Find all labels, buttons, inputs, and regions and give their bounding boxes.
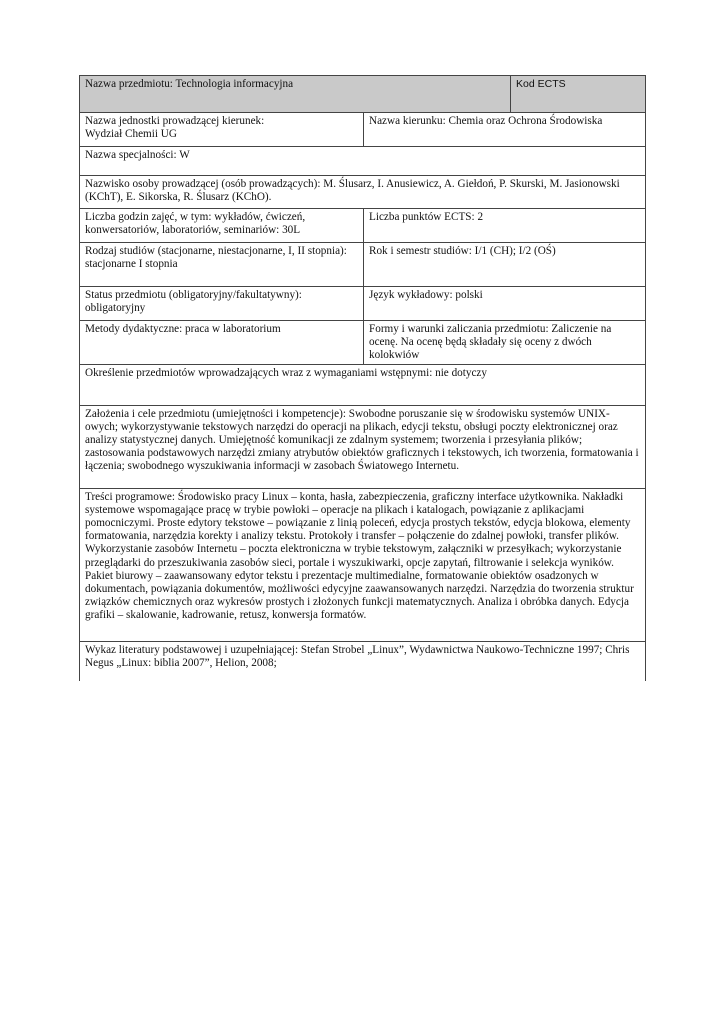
- literature-row: [80, 641, 646, 681]
- status-cell: Status przedmiotu (obligatoryjny/fakultatywny): obligatoryjny: [80, 287, 364, 321]
- literature-cell: Wykaz literatury podstawowej i uzupełniającej: Stefan Strobel „Linux”, Wydawnictwa Naukowo-Techniczne 1997; Chris Negus „Linux: biblia 2007”, Helion, 2008;: [80, 641, 646, 681]
- methods-cell: Metody dydaktyczne: praca w laboratorium: [80, 321, 364, 365]
- header-row: [80, 76, 646, 113]
- ects-points-cell: Liczba punktów ECTS: 2: [364, 209, 646, 243]
- hours-row: [80, 209, 646, 243]
- specialty-cell: Nazwa specjalności: W: [80, 147, 646, 176]
- methods-row: [80, 321, 646, 365]
- status-row: [80, 287, 646, 321]
- course-table: [79, 75, 646, 681]
- unit-row: [80, 113, 646, 147]
- field-cell: Nazwa kierunku: Chemia oraz Ochrona Środowiska: [364, 113, 646, 147]
- ects-code-cell: Kod ECTS: [511, 76, 646, 113]
- study-type-row: [80, 243, 646, 287]
- instructors-cell: Nazwisko osoby prowadzącej (osób prowadzących): M. Ślusarz, I. Anusiewicz, A. Giełdoń, P. Skurski, M. Jasionowski (KChT), E. Sikorska, R. Ślusarz (KChO).: [80, 176, 646, 209]
- specialty-row: [80, 147, 646, 176]
- study-type-cell: Rodzaj studiów (stacjonarne, niestacjonarne, I, II stopnia): stacjonarne I stopnia: [80, 243, 364, 287]
- unit-value: Wydział Chemii UG: [85, 128, 177, 141]
- language-cell: Język wykładowy: polski: [364, 287, 646, 321]
- prerequisites-cell: Określenie przedmiotów wprowadzających wraz z wymaganiami wstępnymi: nie dotyczy: [80, 364, 646, 405]
- prerequisites-row: [80, 364, 646, 405]
- assessment-cell: Formy i warunki zaliczania przedmiotu: Zaliczenie na ocenę. Na ocenę będą składały się oceny z dwóch kolokwiów: [364, 321, 646, 365]
- hours-cell: Liczba godzin zajęć, w tym: wykładów, ćwiczeń, konwersatoriów, laboratoriów, seminariów: 30L: [80, 209, 364, 243]
- content-cell: Treści programowe: Środowisko pracy Linux – konta, hasła, zabezpieczenia, graficzny interface użytkownika. Nakładki systemowe wspomagające pracę w trybie powłoki – operacje na plikach i katalogach, powiązanie z aplikacjami pomocniczymi. Proste edytory tekstowe – powiązanie z linią poleceń, edycja prostych tekstów, edycja blokowa, elementy formatowania, narzędzia korekty i analizy tekstu. Protokoły i transfer – połączenie do zdalnej powłoki, transfer plików. Wykorzystanie zasobów Internetu – poczta elektroniczna w trybie tekstowym, załączniki w przesyłkach; wykorzystanie przeglądarki do przeszukiwania zasobów sieci, portale i wyszukiwarki, opcje zapytań, filtrowanie i selekcja wyników. Pakiet biurowy – zaawansowany edytor tekstu i prezentacje multimedialne, formatowanie obiektów osadzonych w dokumentach, powiązania dokumentów, możliwości edycyjne zaawansowanych narzędzi. Narzędzia do tworzenia struktur związków chemicznych oraz wykresów prostych i złożonych funkcji matematycznych. Analiza i obróbka danych. Edycja grafiki – skalowanie, kadrowanie, retusz, konwersja formatów.: [80, 488, 646, 641]
- year-semester-cell: Rok i semestr studiów: I/1 (CH); I/2 (OŚ): [364, 243, 646, 287]
- unit-cell: [80, 113, 364, 147]
- unit-label: Nazwa jednostki prowadzącej kierunek:: [85, 115, 265, 127]
- goals-row: [80, 405, 646, 488]
- subject-name-cell: Nazwa przedmiotu: Technologia informacyjna: [80, 76, 511, 113]
- instructors-row: [80, 176, 646, 209]
- course-card: [79, 75, 645, 681]
- goals-cell: Założenia i cele przedmiotu (umiejętności i kompetencje): Swobodne poruszanie się w środowisku systemów UNIX-owych; wykorzystywanie tekstowych narzędzi do operacji na plikach, edycji tekstu, obsługi poczty elektronicznej oraz analizy statystycznej danych. Umiejętność komunikacji ze zdalnym systemem; tworzenia i przesyłania plików; zastosowania podstawowych narzędzi zmiany atrybutów obiektów graficznych i tekstowych, ich tworzenia, formatowania i łączenia; swobodnego wyszukiwania informacji w zasobach Światowego Internetu.: [80, 405, 646, 488]
- content-row: [80, 488, 646, 641]
